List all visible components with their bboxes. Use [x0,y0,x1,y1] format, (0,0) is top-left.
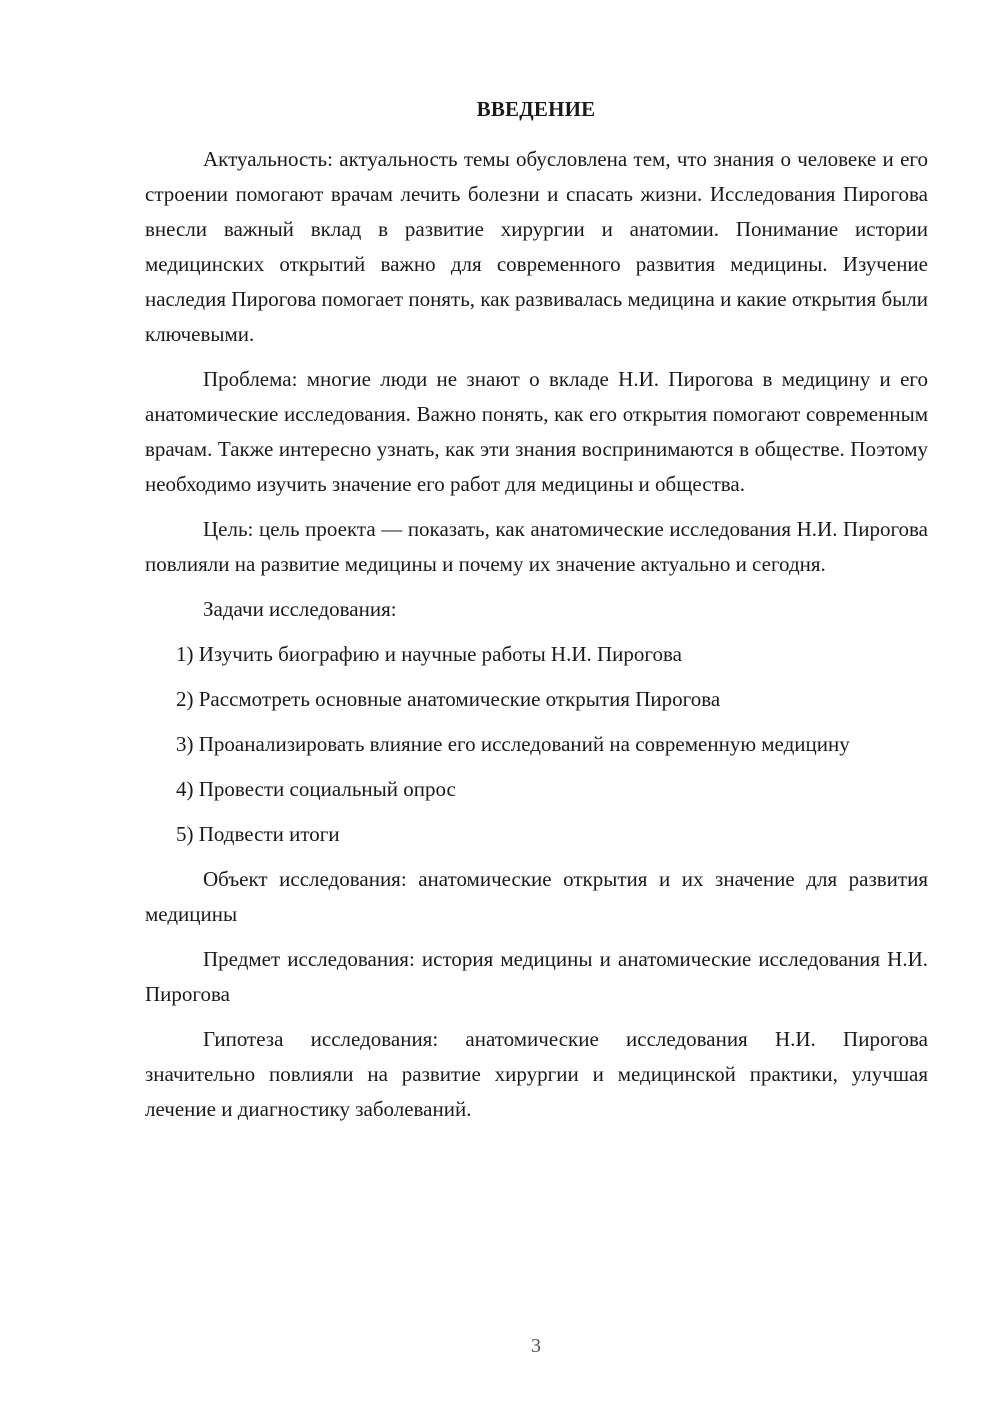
problem-paragraph: Проблема: многие люди не знают о вкладе Н.И. Пирогова в медицину и его анатомические исследования. Важно понять, как его открытия помогают современным врачам. Также интересно узнать, как эти знания воспринимаются в обществе. Поэтому необходимо изучить значение его работ для медицины и общества. [145,367,928,496]
task-item-2: 2) Рассмотреть основные анатомические открытия Пирогова [176,687,721,711]
task-item-1: 1) Изучить биографию и научные работы Н.И. Пирогова [176,642,682,666]
object-paragraph: Объект исследования: анатомические открытия и их значение для развития медицины [145,867,928,926]
page-title: ВВЕДЕНИЕ [476,97,596,121]
subject-paragraph: Предмет исследования: история медицины и анатомические исследования Н.И. Пирогова [145,947,928,1006]
tasks-heading: Задачи исследования: [203,597,397,621]
task-item-3: 3) Проанализировать влияние его исследований на современную медицину [176,732,850,756]
task-item-4: 4) Провести социальный опрос [176,777,456,801]
goal-paragraph: Цель: цель проекта — показать, как анатомические исследования Н.И. Пирогова повлияли на развитие медицины и почему их значение актуально и сегодня. [145,517,928,576]
task-item-5: 5) Подвести итоги [176,822,340,846]
hypothesis-paragraph: Гипотеза исследования: анатомические исследования Н.И. Пирогова значительно повлияли на развитие хирургии и медицинской практики, улучшая лечение и диагностику заболеваний. [145,1027,928,1121]
document-body [145,142,928,1137]
relevance-paragraph: Актуальность: актуальность темы обусловлена тем, что знания о человеке и его строении помогают врачам лечить болезни и спасать жизни. Исследования Пирогова внесли важный вклад в развитие хирургии и анатомии. Понимание истории медицинских открытий важно для современного развития медицины. Изучение наследия Пирогова помогает понять, как развивалась медицина и какие открытия были ключевыми. [145,147,928,346]
page-number: 3 [531,1335,541,1357]
